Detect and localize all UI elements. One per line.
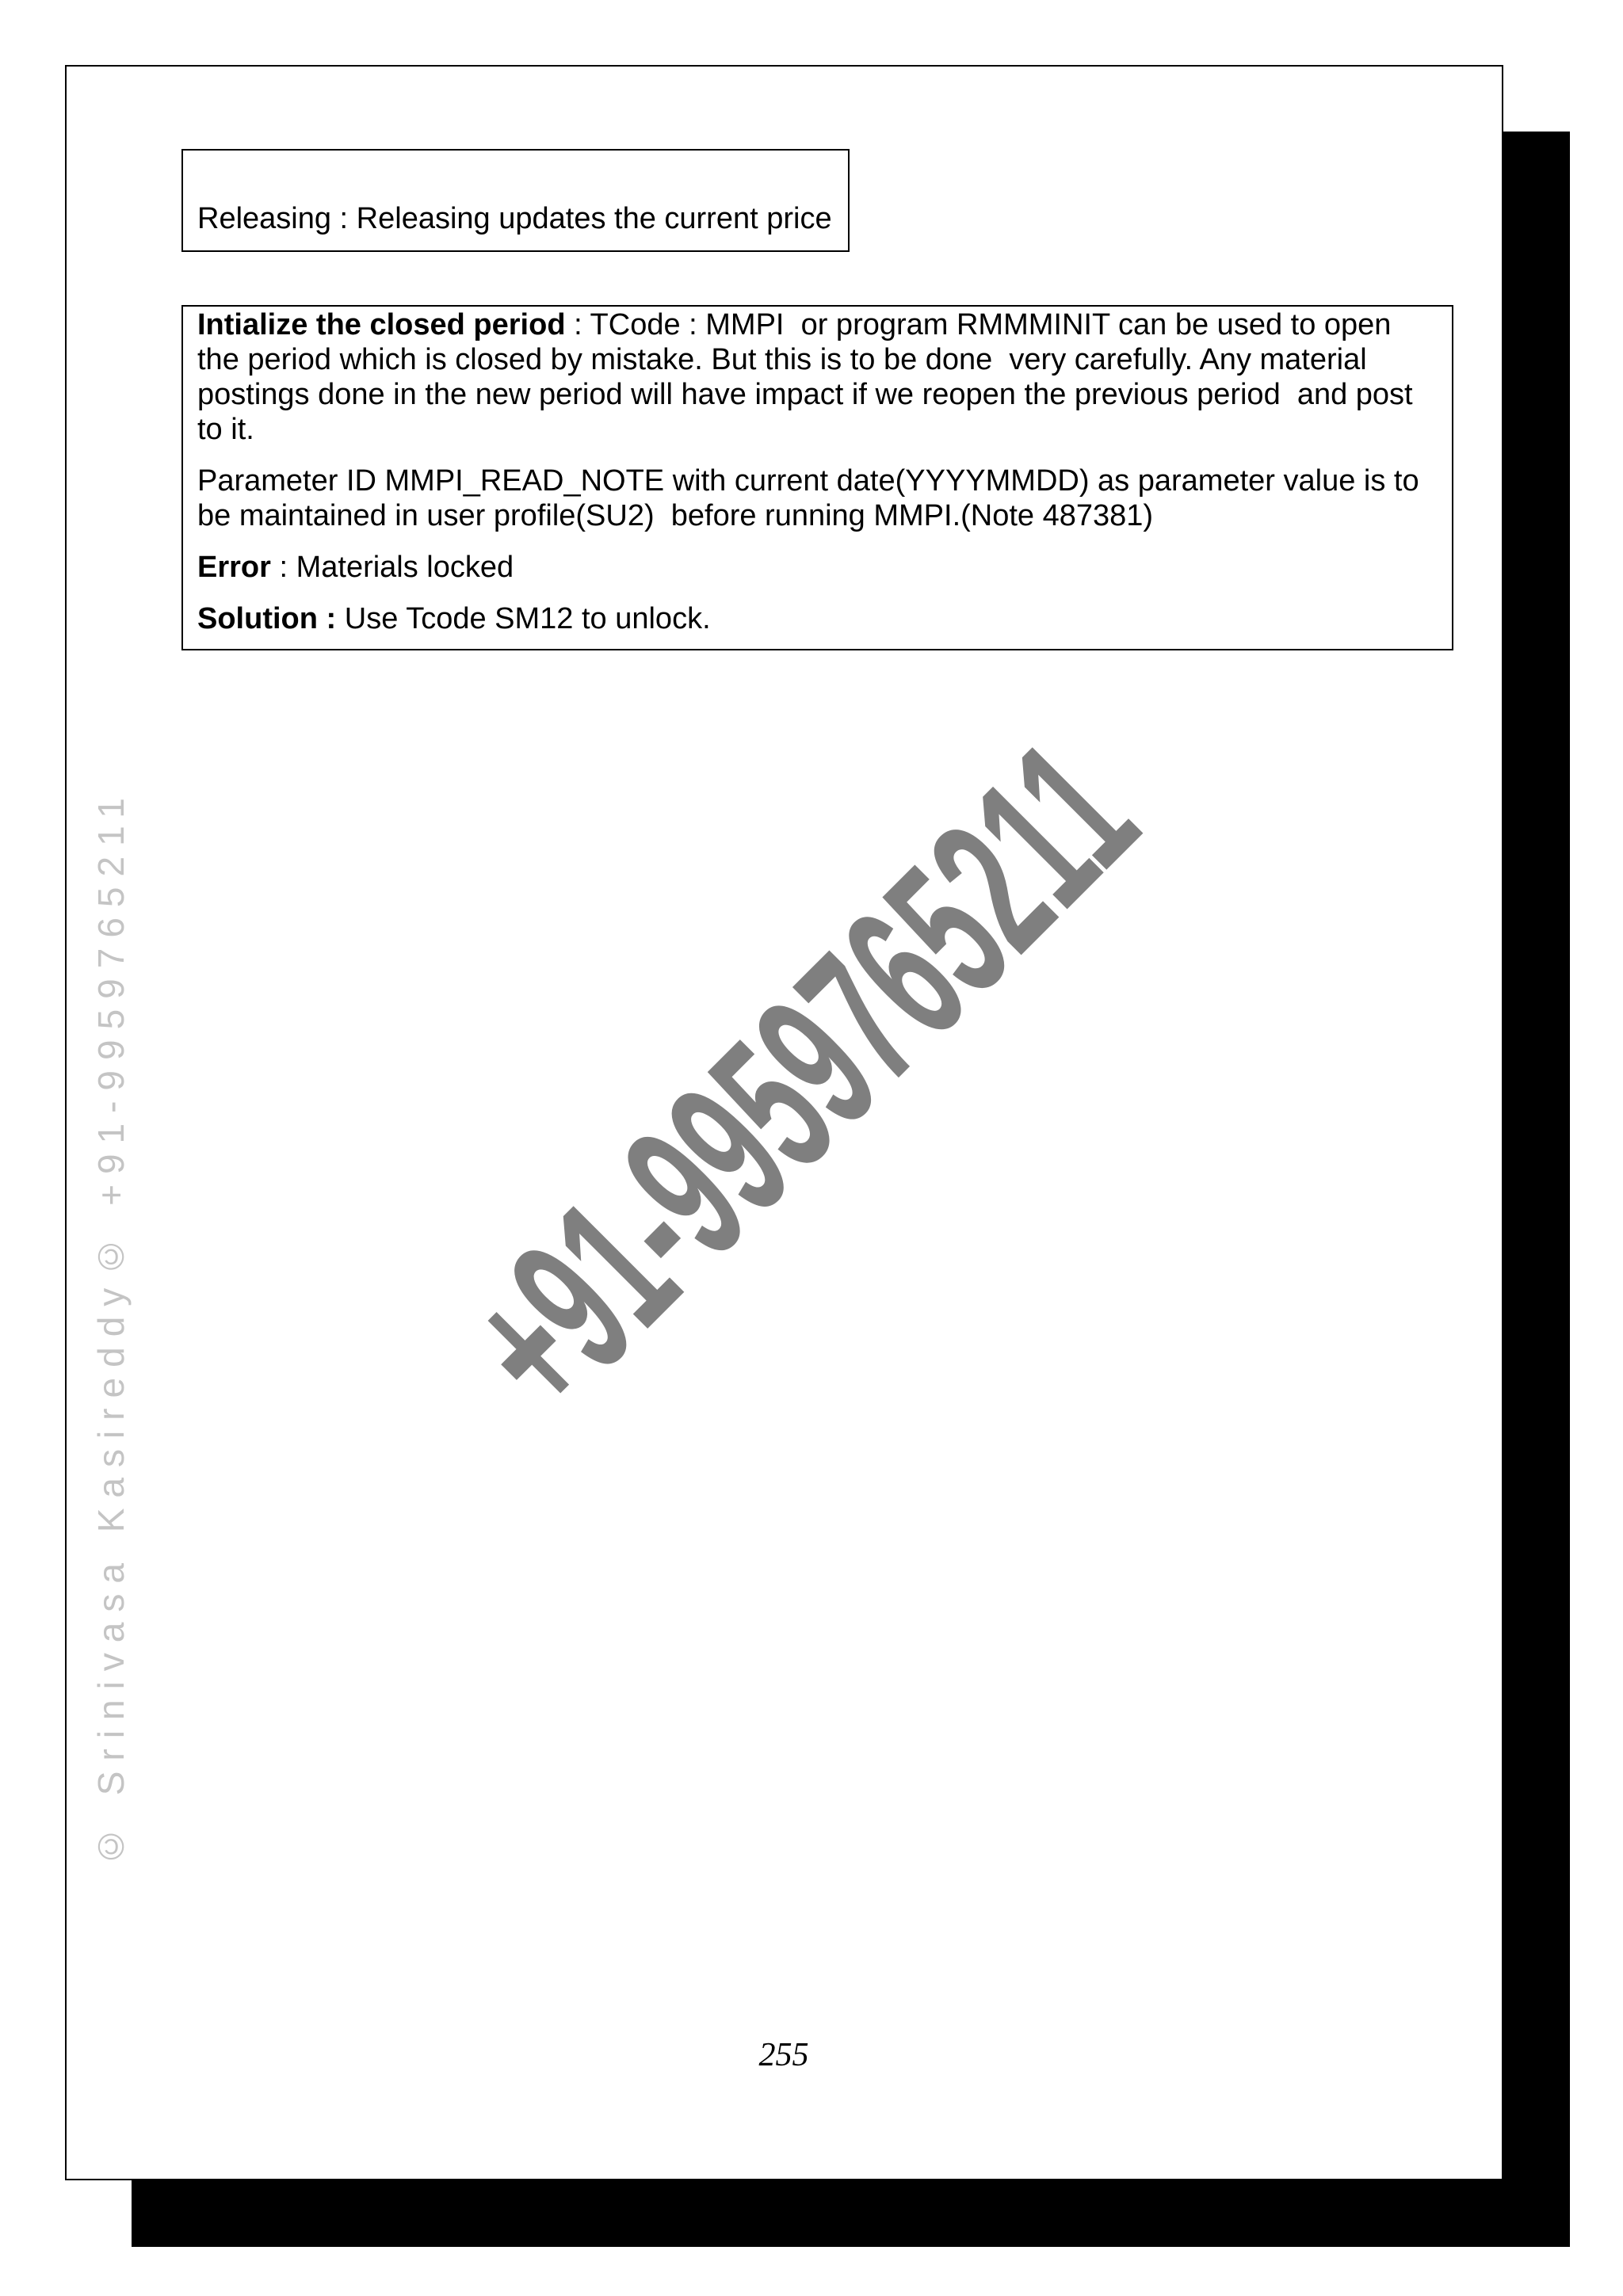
initialize-heading: Intialize the closed period	[197, 308, 566, 341]
page-number: 255	[758, 2037, 809, 2073]
solution-text: Use Tcode SM12 to unlock.	[336, 602, 711, 635]
solution-label: Solution :	[197, 602, 337, 635]
initialize-line-4: to it.	[197, 413, 254, 446]
initialize-line-1-text: : TCode : MMPI or program RMMMINIT can be used to open	[565, 308, 1392, 341]
releasing-note-text: Releasing : Releasing updates the current price	[197, 202, 832, 235]
parameter-paragraph	[197, 463, 1452, 533]
initialize-paragraph	[197, 307, 1452, 447]
parameter-line-1: Parameter ID MMPI_READ_NOTE with current date(YYYYMMDD) as parameter value is to	[197, 464, 1419, 498]
error-paragraph	[197, 550, 1452, 585]
error-label: Error	[197, 551, 271, 584]
closed-period-box	[181, 305, 1453, 650]
initialize-line-3: postings done in the new period will have impact if we reopen the previous period and post	[197, 378, 1413, 411]
side-copyright-watermark: © Srinivasa Kasireddy© +91-9959765211	[90, 788, 132, 1867]
error-text: : Materials locked	[270, 551, 514, 584]
releasing-note-box	[181, 149, 850, 252]
solution-line	[197, 601, 1452, 636]
initialize-line-1	[197, 307, 1452, 342]
solution-paragraph	[197, 601, 1452, 636]
diagonal-phone-watermark: +91-9959765211	[424, 702, 1177, 1455]
parameter-line-2: be maintained in user profile(SU2) before running MMPI.(Note 487381)	[197, 499, 1154, 532]
error-line	[197, 550, 1452, 585]
initialize-line-2: the period which is closed by mistake. But this is to be done very carefully. Any material	[197, 343, 1367, 376]
